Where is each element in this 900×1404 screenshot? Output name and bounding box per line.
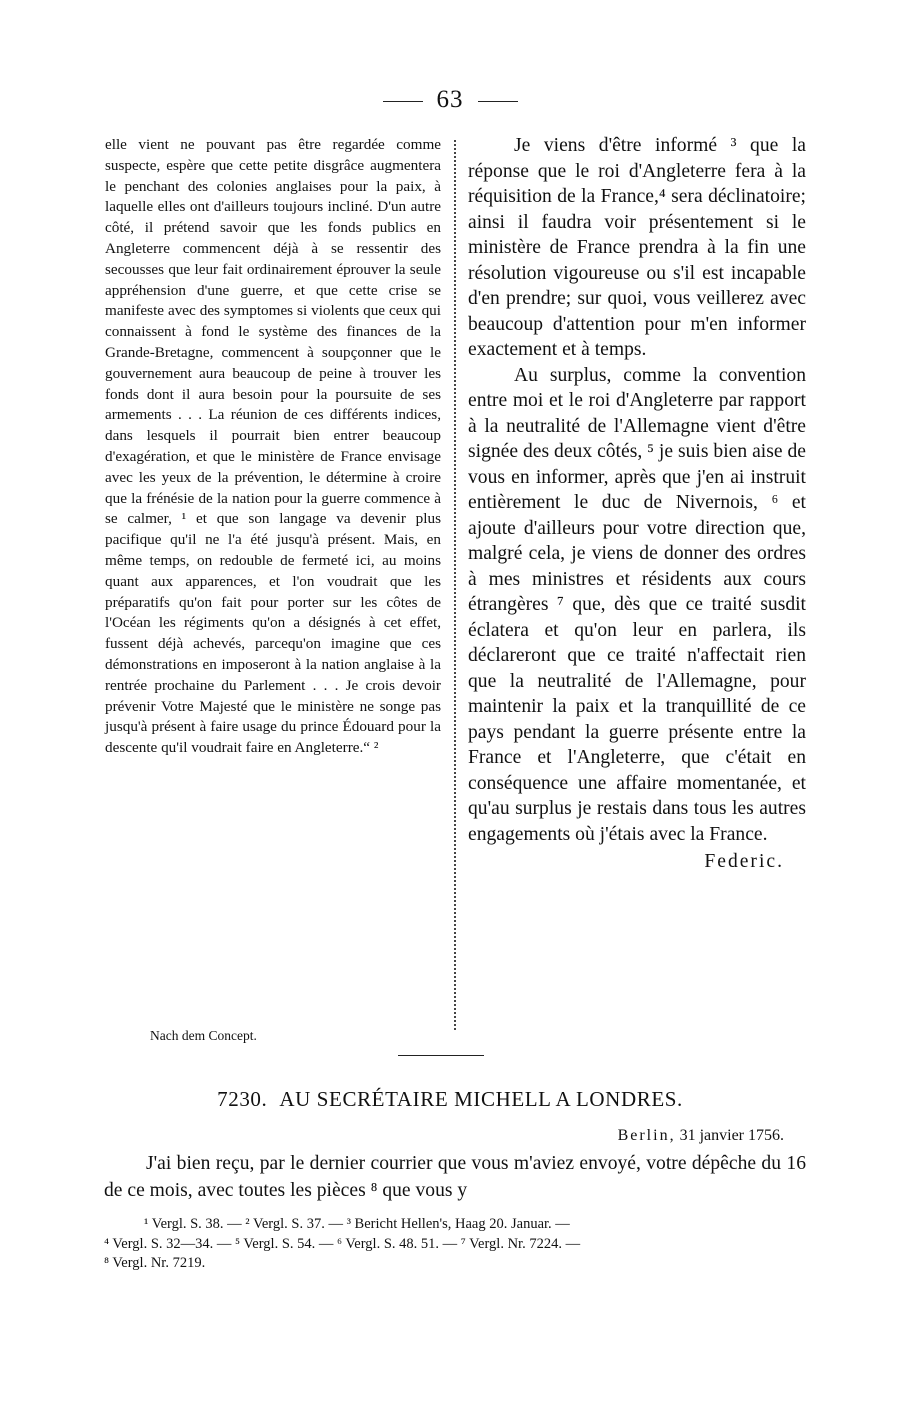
page-number: 63 [436, 86, 464, 113]
dateline-place: Berlin, [617, 1127, 676, 1144]
footnote-line-1: ¹ Vergl. S. 38. — ² Vergl. S. 37. — ³ Bericht Hellen's, Haag 20. Januar. — [144, 1216, 570, 1232]
header-rule-right [478, 101, 518, 102]
header-rule-left [383, 101, 423, 102]
document-title: AU SECRÉTAIRE MICHELL A LONDRES. [279, 1087, 683, 1111]
document-heading [0, 1087, 900, 1112]
right-column [468, 133, 806, 875]
right-paragraph-2: Au surplus, comme la convention entre moi et le roi d'Angleterre par rapport à la neutralité de l'Allemagne vient d'être signée des deux côtés, ⁵ je suis bien aise de vous en informer, après que j'en ai instruit entièrement le duc de Nivernois, ⁶ et ajoute d'ailleurs pour votre direction que, malgré cela, je viens de donner des ordres à mes ministres et résidents aux cours étrangères ⁷ que, dès que ce traité susdit éclatera et qu'on leur en parlera, ils déclareront que ce traité n'affectait rien que la neutralité de l'Allemagne, pour maintenir la paix et la tranquillité de ce pays pendant la guerre présente entre la France et l'Angleterre, que c'était en conséquence une affaire momentanée, et qu'au surplus je restais dans tous les autres engagements où j'étais avec la France. [468, 364, 806, 845]
dateline-date: 31 janvier 1756. [679, 1127, 784, 1144]
right-paragraph-1: Je viens d'être informé ³ que la réponse que le roi d'Angleterre fera à la réquisition de la France,⁴ sera déclinatoire; ainsi il faudra voir présentement si le ministère de France prendra à la fin une résolution vigoureuse ou s'il est incapable d'en prendre; sur quoi, vous veillerez avec beaucoup d'attention pour m'en informer exactement et à temps. [468, 135, 806, 360]
document-number: 7230. [217, 1087, 268, 1111]
dateline [618, 1127, 784, 1145]
column-divider [454, 140, 456, 1030]
footnote-line-2: ⁴ Vergl. S. 32—34. — ⁵ Vergl. S. 54. — ⁶ Vergl. S. 48. 51. — ⁷ Vergl. Nr. 7224. — [104, 1235, 581, 1252]
footnote-line-3: ⁸ Vergl. Nr. 7219. [104, 1255, 206, 1271]
source-note: Nach dem Concept. [150, 1028, 257, 1043]
left-column [105, 135, 441, 759]
document-body-paragraph: J'ai bien reçu, par le dernier courrier que vous m'aviez envoyé, votre dépêche du 16 de ce mois, avec toutes les pièces ⁸ que vous y [104, 1153, 806, 1201]
document-body [104, 1150, 806, 1204]
left-column-text: elle vient ne pouvant pas être regardée comme suspecte, espère que cette petite disgrâce augmentera le penchant des colonies anglaises pour la paix, à laquelle elles ont d'ailleurs toujours incliné. D'un autre côté, il prétend savoir que les fonds publics en Angleterre commencent déjà à se ressentir des secousses que leur fait ordinairement éprouver la seule appréhension d'une guerre, et que cette crise se manifeste avec des symptomes si violents que ceux qui connaissent à fond le système des finances de la Grande-Bretagne, commencent à soupçonner que le gouvernement aura beaucoup de peine à trouver les fonds dont il aura besoin pour la poursuite de ses armements . . . La réunion de ces différents indices, dans lesquels il pourrait bien entrer beaucoup d'exagération, et que le ministère de France envisage avec les yeux de la prévention, le détermine à croire que la frénésie de la nation pour la guerre commence à se calmer, ¹ et que son langage va devenir plus pacifique qu'il ne l'a été jusqu'à présent. Mais, en même temps, on redouble de fermeté ici, au moins quant aux apparences, et l'on voudrait que les préparatifs qu'on fait pour porter sur les côtes de l'Océan les régiments qu'on a désignés à cet effet, fussent déjà achevés, parcequ'on imagine que ces démonstrations en imposeront à la nation anglaise à la rentrée prochaine du Parlement . . . Je crois devoir prévenir Votre Majesté que le ministère ne songe pas jusqu'à présent à faire usage du prince Édouard pour la descente qu'il voudrait faire en Angleterre.“ ² [105, 136, 441, 757]
page-header [0, 86, 900, 114]
section-separator [398, 1055, 484, 1056]
signature: Federic. [704, 851, 784, 872]
footnotes [104, 1215, 806, 1274]
